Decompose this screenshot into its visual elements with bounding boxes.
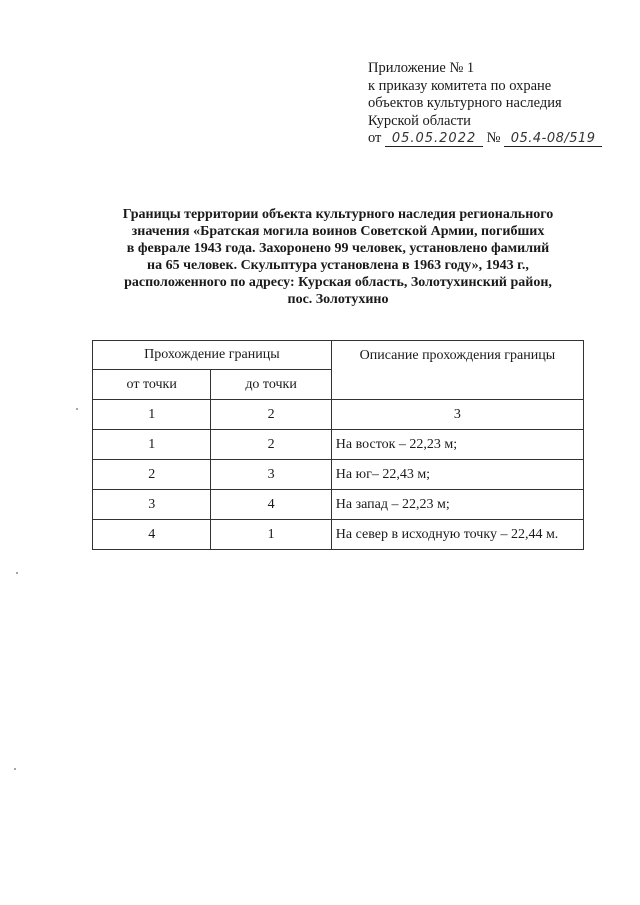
from-point-cell: 3 xyxy=(93,490,211,520)
from-point-cell: 4 xyxy=(93,520,211,550)
description-cell: На запад – 22,23 м; xyxy=(331,490,583,520)
to-point-cell: 4 xyxy=(211,490,331,520)
boundary-table xyxy=(92,340,584,550)
appendix-committee-line: объектов культурного наследия xyxy=(368,95,562,111)
title-line: в феврале 1943 года. Захоронено 99 человек, установлено фамилий xyxy=(126,241,550,256)
header-passage: Прохождение границы xyxy=(93,341,332,370)
to-point-cell: 1 xyxy=(211,520,331,550)
table-row xyxy=(93,460,584,490)
title-line: на 65 человек. Скульптура установлена в 1963 году», 1943 г., xyxy=(147,258,529,273)
appendix-block xyxy=(368,60,618,148)
description-cell: На север в исходную точку – 22,44 м. xyxy=(331,520,583,550)
order-date: 05.05.2022 xyxy=(385,132,483,147)
to-point-cell: 2 xyxy=(211,430,331,460)
document-title xyxy=(96,206,580,308)
from-label: от xyxy=(368,130,382,146)
column-number: 3 xyxy=(331,400,583,430)
table-header-row xyxy=(93,341,584,370)
title-line: значения «Братская могила воинов Советской Армии, погибших xyxy=(131,224,545,239)
table-row xyxy=(93,490,584,520)
table-row xyxy=(93,430,584,460)
description-cell: На восток – 22,23 м; xyxy=(331,430,583,460)
appendix-region-line: Курской области xyxy=(368,112,471,129)
title-line: пос. Золотухино xyxy=(287,292,389,307)
number-label: № xyxy=(486,130,501,146)
title-line: Границы территории объекта культурного наследия регионального xyxy=(122,207,554,222)
table-row xyxy=(93,520,584,550)
to-point-cell: 3 xyxy=(211,460,331,490)
from-point-cell: 2 xyxy=(93,460,211,490)
appendix-order-line: к приказу комитета по охране xyxy=(368,77,552,94)
appendix-title: Приложение № 1 xyxy=(368,60,475,76)
scan-speck xyxy=(76,408,78,410)
appendix-date-number-line xyxy=(368,130,618,148)
title-line: расположенного по адресу: Курская область, Золотухинский район, xyxy=(124,275,552,290)
order-number: 05.4-08/519 xyxy=(504,132,602,147)
column-number: 1 xyxy=(93,400,211,430)
from-point-cell: 1 xyxy=(93,430,211,460)
header-from-point: от точки xyxy=(93,370,211,400)
scan-speck xyxy=(14,768,16,770)
column-number: 2 xyxy=(211,400,331,430)
header-description: Описание прохождения границы xyxy=(331,341,583,400)
column-number-row xyxy=(93,400,584,430)
description-cell: На юг– 22,43 м; xyxy=(331,460,583,490)
scan-speck xyxy=(16,572,18,574)
header-to-point: до точки xyxy=(211,370,331,400)
